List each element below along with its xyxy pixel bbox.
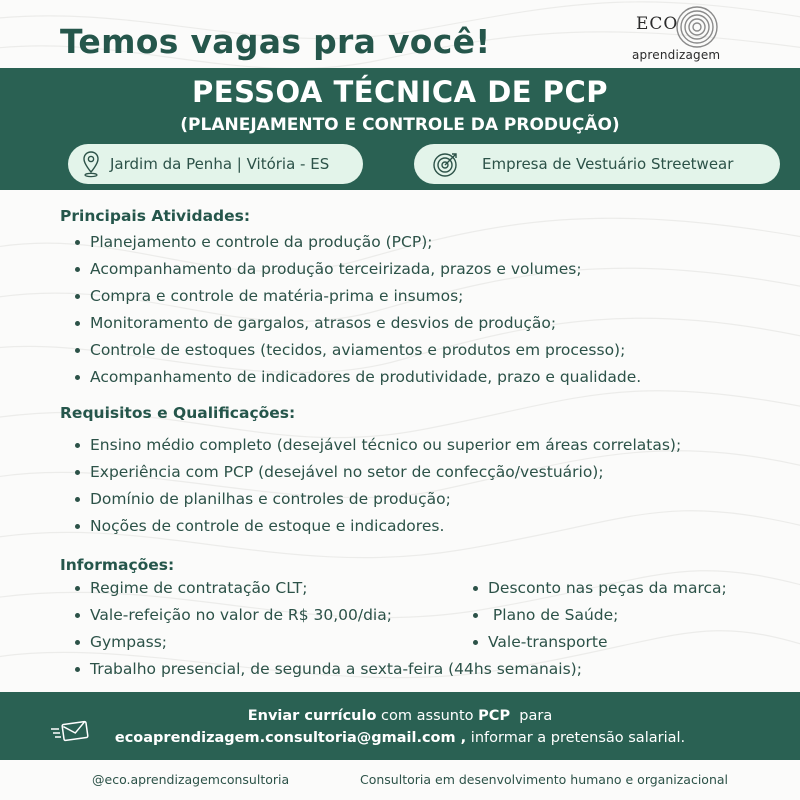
salary-text: informar a pretensão salarial. [466,730,686,746]
logo-eco-text: ECO [636,14,679,34]
list-item: Regime de contratação CLT; [74,575,582,602]
list-item: Plano de Saúde; [472,602,727,629]
subject-text: com assunto [376,708,479,724]
info-heading: Informações: [60,556,175,574]
requirements-list [74,432,681,540]
map-pin-icon [82,150,100,178]
list-item: Desconto nas peças da marca; [472,575,727,602]
list-item: Vale-transporte [472,629,727,656]
requirements-heading: Requisitos e Qualificações: [60,404,296,422]
job-title: PESSOA TÉCNICA DE PCP [192,75,608,109]
subject-value: PCP [478,708,511,724]
headline: Temos vagas pra você! [60,22,491,61]
job-subtitle: (PLANEJAMENTO E CONTROLE DA PRODUÇÃO) [180,115,620,135]
send-resume-line [0,708,800,724]
location-label: Jardim da Penha | Vitória - ES [110,155,330,173]
logo-name: aprendizagem [632,48,721,62]
list-item: Monitoramento de gargalos, atrasos e desvios de produção; [74,310,641,337]
info-list-right [472,575,727,656]
list-item: Compra e controle de matéria-prima e insumos; [74,283,641,310]
send-resume-label: Enviar currículo [247,708,377,724]
email-comma: , [455,730,467,746]
list-item: Domínio de planilhas e controles de produção; [74,486,681,513]
list-item: Gympass; [74,629,582,656]
list-item: Acompanhamento da produção terceirizada, prazos e volumes; [74,256,641,283]
company-pill [414,144,780,184]
activities-heading: Principais Atividades: [60,207,251,225]
list-item: Noções de controle de estoque e indicadores. [74,513,681,540]
company-tagline: Consultoria em desenvolvimento humano e organizacional [360,772,729,787]
activities-list [74,229,641,391]
target-icon [432,150,460,178]
list-item: Ensino médio completo (desejável técnico ou superior em áreas correlatas); [74,432,681,459]
company-label: Empresa de Vestuário Streetwear [482,155,734,173]
list-item: Experiência com PCP (desejável no setor de confecção/vestuário); [74,459,681,486]
list-item: Vale-refeição no valor de R$ 30,00/dia; [74,602,582,629]
email-link[interactable]: ecoaprendizagem.consultoria@gmail.com [114,730,456,746]
list-item: Planejamento e controle da produção (PCP); [74,229,641,256]
fingerprint-icon [674,4,720,50]
company-logo [632,4,732,66]
list-item: Trabalho presencial, de segunda a sexta-feira (44hs semanais); [74,656,582,683]
instagram-handle[interactable]: @eco.aprendizagemconsultoria [92,772,290,787]
contact-band [0,692,800,760]
list-item: Controle de estoques (tecidos, aviamentos e produtos em processo); [74,337,641,364]
email-line [0,730,800,746]
to-text: para [510,708,553,724]
list-item: Acompanhamento de indicadores de produtividade, prazo e qualidade. [74,364,641,391]
location-pill [68,144,363,184]
